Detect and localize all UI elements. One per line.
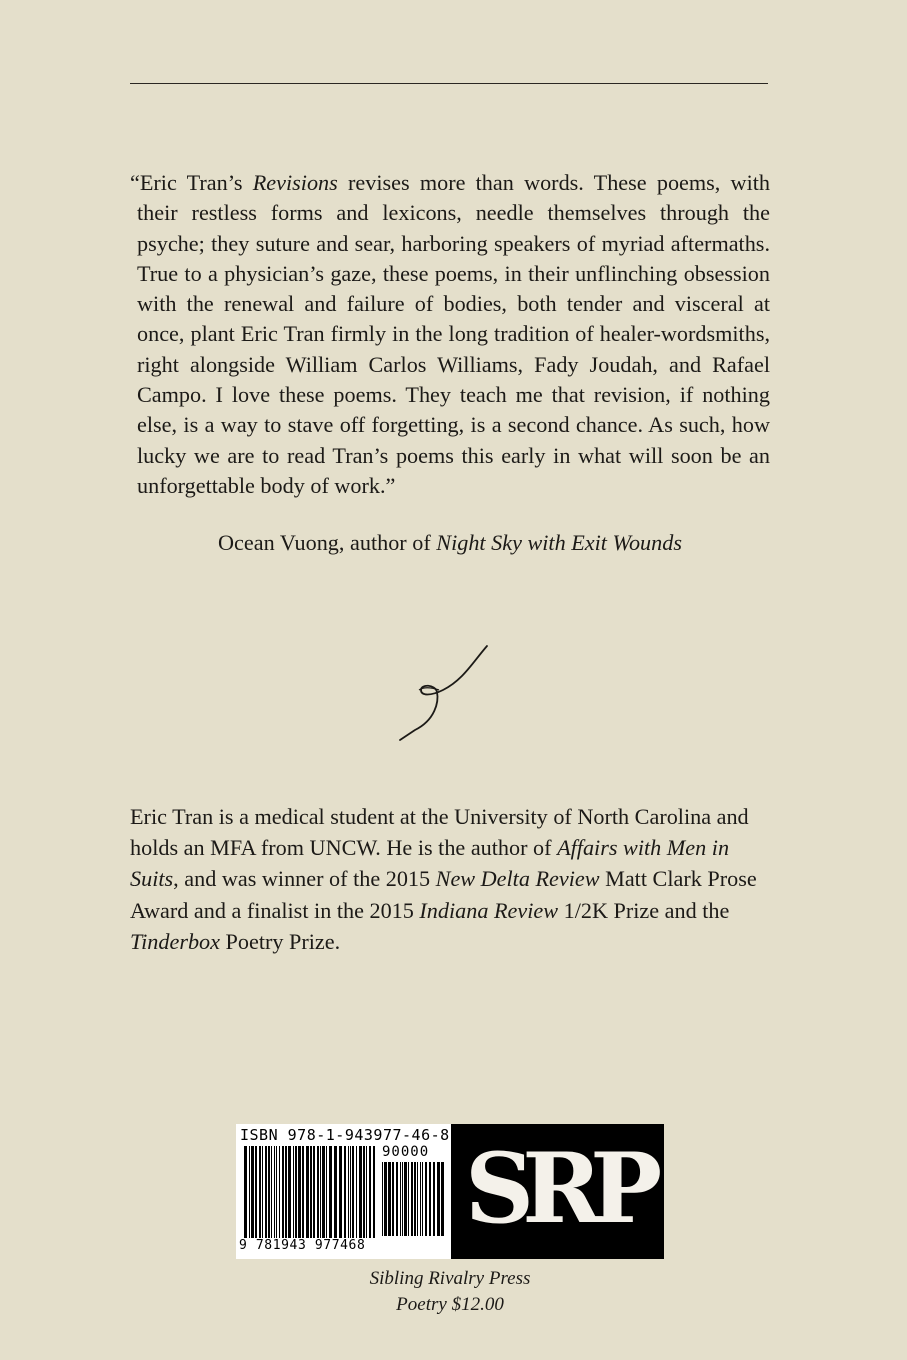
barcode-bar [268, 1146, 270, 1238]
barcode-bar [285, 1146, 287, 1238]
barcode-bar [262, 1146, 263, 1238]
barcode-bar [352, 1146, 354, 1238]
isbn-label: ISBN 978-1-943977-46-8 [240, 1126, 450, 1144]
barcode-bar [350, 1146, 351, 1238]
publisher-info [130, 1266, 770, 1318]
barcode-bar [274, 1146, 275, 1238]
barcode-bar [322, 1146, 325, 1238]
bio-journal-3: Tinderbox [130, 928, 220, 954]
quote-book-title: Revisions [252, 170, 338, 195]
barcode-bar [259, 1146, 261, 1238]
barcode-bar [320, 1146, 321, 1238]
bio-journal-1: New Delta Review [435, 866, 600, 892]
top-rule [130, 83, 768, 84]
barcode-bar [298, 1146, 301, 1238]
barcode-bar [310, 1146, 312, 1238]
barcode-bar [334, 1146, 337, 1238]
bio-text-5: Poetry Prize. [219, 928, 341, 954]
barcode-bar [271, 1146, 272, 1238]
barcode-bar [279, 1146, 280, 1238]
quote-body: revises more than words. These poems, with their restless forms and lexicons, needle themselves through the psyche; they suture and sear, harboring speakers of myriad aftermaths. True to a physician’s gaze, these poems, in their unflinching obsession with the renewal and failure of bodies, both tender and visceral at once, plant Eric Tran firmly in the long tradition of healer-wordsmiths, right alongside William Carlos Williams, Fady Joudah, and Rafael Campo. I love these poems. They teach me that revision, if nothing else, is a way to stave off forgetting, is a second chance. As such, how lucky we are to read Tran’s poems this early in what will soon be an unforgettable body of work.” [137, 170, 770, 498]
barcode-bar [366, 1146, 367, 1238]
barcode-bar [396, 1162, 398, 1236]
isbn-barcode [236, 1124, 451, 1259]
barcode-bar [384, 1162, 387, 1236]
barcode-bar [392, 1162, 394, 1236]
price-code: 90000 [382, 1144, 430, 1160]
barcode-block [236, 1124, 664, 1259]
barcode-bar [414, 1162, 416, 1236]
barcode-bar [425, 1162, 427, 1236]
barcode-bar [348, 1146, 349, 1238]
barcode-bar [288, 1146, 291, 1238]
barcode-bar [429, 1162, 431, 1236]
barcode-bar [306, 1146, 309, 1238]
barcode-bar [329, 1146, 332, 1238]
barcode-bar [363, 1146, 365, 1238]
attribution-prefix: Ocean Vuong, author of [218, 530, 437, 555]
endorsement-quote [130, 168, 770, 501]
barcode-bar [411, 1162, 413, 1236]
barcode-bar [437, 1162, 440, 1236]
barcode-bar [265, 1146, 267, 1238]
barcode-bar [249, 1146, 250, 1238]
barcode-bar [373, 1146, 375, 1238]
attribution-book: Night Sky with Exit Wounds [436, 530, 682, 555]
quote-open: “Eric Tran’s [130, 170, 253, 195]
price-line: Poetry $12.00 [396, 1294, 504, 1315]
barcode-bar [422, 1162, 423, 1236]
barcode-bar [244, 1146, 247, 1238]
barcode-bar [356, 1146, 357, 1238]
barcode-bar [302, 1146, 304, 1238]
barcode-bar [400, 1162, 401, 1236]
barcode-bar [441, 1162, 444, 1236]
bio-text-3: Matt Clark Prose Award and a finalist in the 2015 [130, 866, 757, 923]
barcode-bar [344, 1146, 346, 1238]
barcode-bar [404, 1162, 407, 1236]
barcode-bar [282, 1146, 284, 1238]
barcode-bar [433, 1162, 435, 1236]
price-barcode-bars [382, 1162, 444, 1236]
barcode-bar [369, 1146, 371, 1238]
bio-journal-2: Indiana Review [419, 897, 559, 923]
logo-text: SRP [464, 1132, 651, 1245]
barcode-bar [420, 1162, 421, 1236]
barcode-bar [417, 1162, 418, 1236]
barcode-bar [388, 1162, 391, 1236]
barcode-bar [295, 1146, 297, 1238]
publisher-name: Sibling Rivalry Press [369, 1268, 531, 1289]
barcode-bar [402, 1162, 403, 1236]
barcode-bar [276, 1146, 277, 1238]
barcode-bar [313, 1146, 315, 1238]
bio-text-1: Eric Tran is a medical student at the University of North Carolina and holds an MFA from UNCW. He is the author of [130, 804, 749, 861]
barcode-bar [326, 1146, 327, 1238]
flourish-ornament [395, 640, 495, 745]
isbn-digits: 9 781943 977468 [239, 1238, 366, 1253]
barcode-bar [359, 1146, 362, 1238]
barcode-bar [339, 1146, 342, 1238]
bio-book-title: Affairs with Men in Suits [130, 835, 730, 892]
publisher-logo [451, 1124, 664, 1259]
barcode-bar [293, 1146, 294, 1238]
barcode-bar [251, 1146, 254, 1238]
barcode-bar [255, 1146, 257, 1238]
barcode-bars [244, 1146, 378, 1238]
bio-text-2: , and was winner of the 2015 [173, 866, 436, 892]
barcode-bar [408, 1162, 409, 1236]
bio-text-4: 1/2K Prize and the [558, 897, 730, 923]
barcode-bar [382, 1162, 383, 1236]
endorsement-attribution [130, 530, 770, 556]
barcode-bar [317, 1146, 319, 1238]
author-bio [130, 801, 772, 957]
